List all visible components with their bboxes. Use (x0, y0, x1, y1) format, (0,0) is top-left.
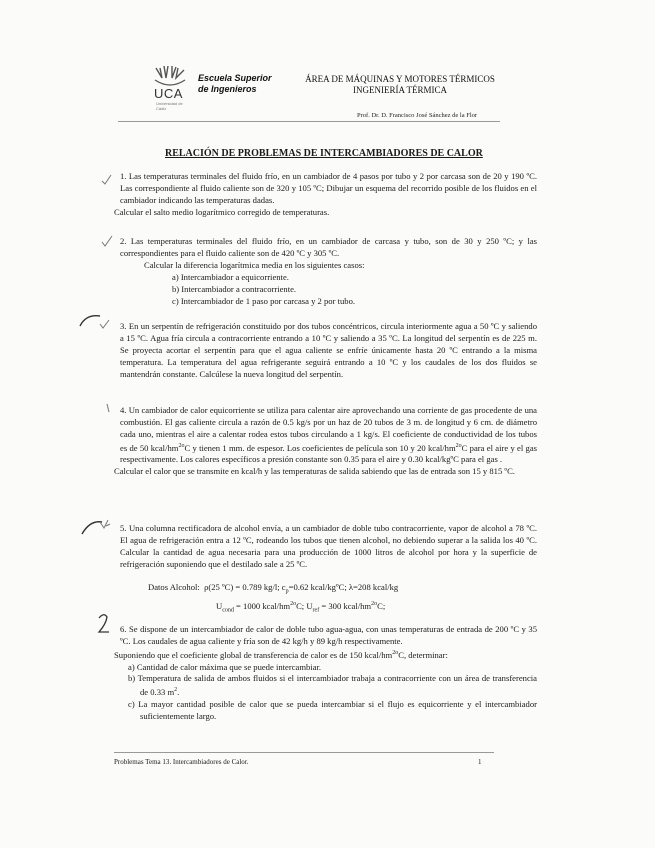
problem-2: 2. Las temperaturas terminales del fluido frío, en un cambiador de carcasa y tubo, son de 30 y 250 ºC; y las correspondientes para el fluido caliente son de 420 ºC y 305 ºC. Calcular la diferencia logarítmica media en los siguientes casos: a) Intercambiador a equicorriente. b) Intercambiador a contracorriente. c) Intercambiador de 1 paso por carcasa y 2 por tubo. (114, 236, 537, 307)
list-item: a) Cantidad de calor máxima que se puede intercambiar. (128, 661, 322, 672)
list-item: c) Intercambiador de 1 paso por carcasa y 2 por tubo. (172, 295, 356, 306)
pencil-check-icon (100, 234, 114, 248)
footer-text: Problemas Tema 13. Intercambiadores de Calor. (114, 758, 249, 766)
list-item: b) Intercambiador a contracorriente. (172, 283, 297, 294)
footer-divider (114, 752, 494, 753)
problem-6: 6. Se dispone de un intercambiador de calor de doble tubo agua-agua, con unas temperaturas de entrada de 200 ºC y 35 ºC. Los caudales de agua caliente y fría son de 42 kg/h y 89 kg/h respectivamente. Suponiendo que el coeficiente global de transferencia de calor es de 150 kcal/$hm^{2o}C$, determinar: a) Cantidad de calor máxima que se puede intercambiar. b) Temperatura de salida de ambos fluidos si el intercambiador trabaja a contracorriente con un área de transferencia de 0.33 $m^2$. c) La mayor cantidad posible de calor que se pueda intercambiar si el flujo es equicorriente y el intercambiador suficientemente largo. (114, 624, 537, 722)
problem-3: 3. En un serpentín de refrigeración constituido por dos tubos concéntricos, circula interiormente agua a 50 ºC y saliendo a 15 ºC. Agua fría circula a contracorriente entrando a 10 ºC y saliendo a 35 ºC. La longitud del serpentín es de 225 m. Se proyecta acortar el serpentín para que el agua caliente se enfríe únicamente hasta 20 ºC entrando a la misma temperatura. La temperatura del agua refrigerante seguirá entrando a 10 ºC y los caudales de los dos fluidos se mantendrán constante. Calcúlese la nueva longitud del serpentín. (120, 321, 537, 379)
problem-2-items (114, 272, 537, 308)
list-item: c) La mayor cantidad posible de calor que se pueda intercambiar si el flujo es equicorriente y el intercambiador suficientemente largo. (128, 699, 537, 722)
list-item: a) Intercambiador a equicorriente. (172, 271, 289, 282)
problem-5: 5. Una columna rectificadora de alcohol envía, a un cambiador de doble tubo contracorriente, vapor de alcohol a 78 ºC. El agua de refrigeración entra a 12 ºC, rodeando los tubos que tienen alcohol, no debiendo superar a la salida los 40 ºC. Calcular la cantidad de agua necesaria para una producción de 1000 litros de alcohol por hora y la superficie de refrigeración suponiendo que el destilado sale a 25 ºC. (120, 523, 537, 569)
logo-subtext: Universidad de Cádiz (156, 101, 183, 111)
pencil-mark-icon (80, 516, 116, 538)
problem-6-items (114, 662, 537, 723)
school-name: Escuela Superior de Ingenieros (198, 73, 272, 94)
header-divider (118, 121, 500, 122)
professor-name: Prof. Dr. D. Francisco José Sánchez de la Flor (357, 112, 478, 119)
problem-5-data: Datos Alcohol: ρ(25 ºC) = 0.789 kg/l; $c_p=0.62$ kcal/kgºC; λ=208 kcal/kg $U_{cond} = 1000$ kcal/$hm^{2o}C$; $U_{ref} = 300$ kcal/$hm^{2o}C$; (148, 582, 399, 614)
pencil-check-icon (100, 172, 114, 186)
pencil-tick-icon (104, 402, 114, 416)
problem-1: 1. Las temperaturas terminales del fluido frío, en un cambiador de 4 pasos por tubo y 2 por carcasa son de 20 y 190 ºC. Las correspondiente al fluido caliente son de 320 y 105 ºC; Dibujar un esquema del recorrido posible de los fluidos en el cambiador indicando las temperaturas dadas. Calcular el salto medio logarítmico corregido de temperaturas. (114, 171, 537, 217)
list-item: b) Temperatura de salida de ambos fluidos si el intercambiador trabaja a contracorriente con un área de transferencia de 0.33 $m^2$. (128, 673, 537, 698)
pencil-mark-icon (78, 312, 112, 334)
department-heading: ÁREA DE MÁQUINAS Y MOTORES TÉRMICOS INGENIERÍA TÉRMICA (305, 74, 495, 95)
page-number: 1 (478, 758, 482, 766)
problem-4: 4. Un cambiador de calor equicorriente se utiliza para calentar aire aprovechando una corriente de gas procedente de una combustión. El gas caliente circula a razón de 0.5 kg/s por un haz de 20 tubos de 3 m. de longitud y 6 cm. de diámetro cada uno, mientras el aire a calentar rodea estos tubos circulando a 1 kg/s. El coeficiente de conductividad de los tubos es de 50 kcal/$hm^{2o}C$ y tienen 1 mm. de espesor. Los coeficientes de película son 10 y 20 kcal/$hm^{2o}C$ para el aire y el gas respectivamente. Los calores específicos a presión constante son 0.35 para el aire y 0.30 kcal/kgºC para el gas . Calcular el calor que se transmite en kcal/h y las temperaturas de salida sabiendo que las de entrada son 15 y 815 ºC. (114, 405, 537, 477)
pencil-numeral-icon (96, 612, 112, 636)
logo-text: UCA (154, 86, 183, 101)
page-title: RELACIÓN DE PROBLEMAS DE INTERCAMBIADORES DE CALOR (165, 148, 483, 159)
